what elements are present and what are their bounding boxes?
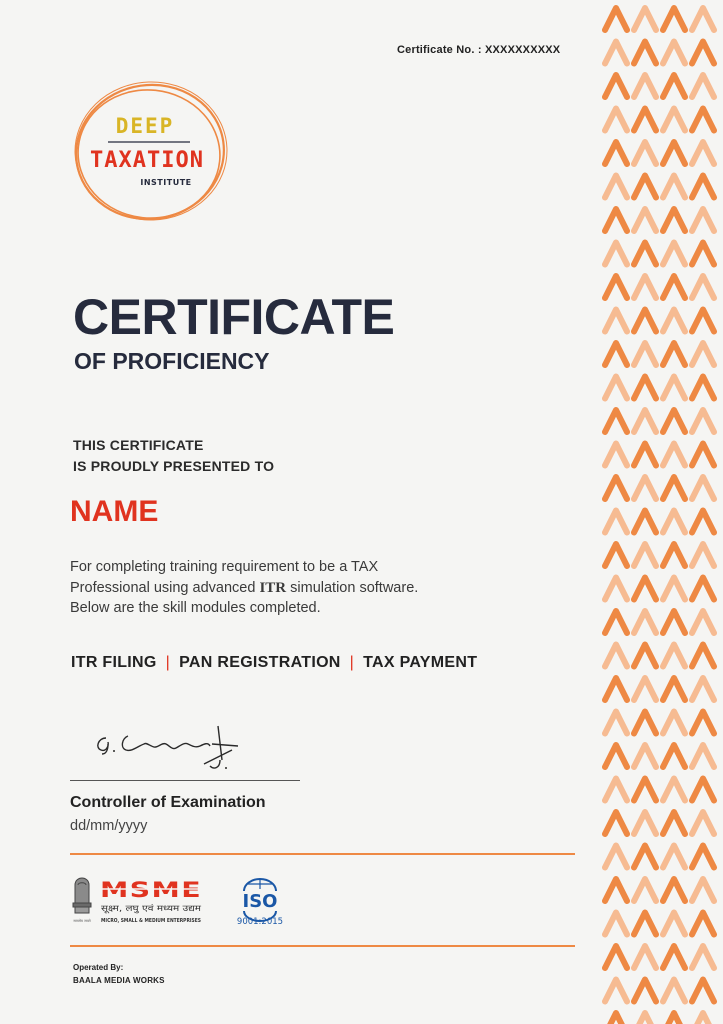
chevron-shape — [605, 779, 627, 801]
chevron-shape — [634, 913, 656, 935]
chevron-shape — [663, 645, 685, 667]
chevron-shape — [663, 913, 685, 935]
chevron-shape — [663, 310, 685, 332]
chevron-shape — [634, 477, 656, 499]
chevron-shape — [634, 678, 656, 700]
chevron-shape — [605, 243, 627, 265]
chevron-shape — [663, 209, 685, 231]
chevron-shape — [634, 980, 656, 1002]
chevron-shape — [605, 1013, 627, 1024]
chevron-shape — [663, 779, 685, 801]
chevron-shape — [634, 879, 656, 901]
chevron-shape — [634, 779, 656, 801]
chevron-shape — [634, 511, 656, 533]
chevron-shape — [692, 243, 714, 265]
chevron-shape — [634, 75, 656, 97]
chevron-shape — [692, 645, 714, 667]
chevron-shape — [634, 243, 656, 265]
chevron-shape — [692, 343, 714, 365]
chevron-shape — [605, 75, 627, 97]
chevron-shape — [692, 410, 714, 432]
certificate-number — [397, 44, 560, 56]
chevron-shape — [663, 1013, 685, 1024]
skill-modules — [71, 654, 477, 672]
chevron-shape — [634, 946, 656, 968]
chevron-shape — [663, 343, 685, 365]
chevron-shape — [634, 410, 656, 432]
chevron-shape — [692, 611, 714, 633]
chevron-shape — [634, 611, 656, 633]
chevron-shape — [634, 812, 656, 834]
chevron-shape — [605, 276, 627, 298]
module-separator: | — [349, 654, 355, 671]
chevron-shape — [605, 980, 627, 1002]
chevron-shape — [634, 377, 656, 399]
chevron-shape — [663, 377, 685, 399]
chevron-shape — [663, 142, 685, 164]
chevron-shape — [634, 712, 656, 734]
chevron-shape — [663, 243, 685, 265]
chevron-shape — [605, 913, 627, 935]
chevron-shape — [692, 812, 714, 834]
certificate-number-label: Certificate No. : — [397, 44, 482, 56]
chevron-shape — [605, 712, 627, 734]
chevron-shape — [605, 511, 627, 533]
signature-date: dd/mm/yyyy — [70, 818, 148, 834]
chevron-shape — [692, 209, 714, 231]
iso-badge — [232, 875, 288, 927]
chevron-shape — [605, 544, 627, 566]
chevron-shape — [634, 109, 656, 131]
chevron-shape — [692, 712, 714, 734]
chevron-shape — [692, 8, 714, 30]
chevron-shape — [663, 511, 685, 533]
signature-image — [92, 720, 252, 775]
chevron-shape — [605, 377, 627, 399]
chevron-shape — [634, 176, 656, 198]
chevron-shape — [692, 511, 714, 533]
chevron-shape — [605, 477, 627, 499]
chevron-shape — [663, 812, 685, 834]
iso-standard: 9001:2015 — [236, 917, 284, 927]
certificate-subtitle: OF PROFICIENCY — [74, 348, 270, 374]
chevron-shape — [663, 444, 685, 466]
chevron-shape — [663, 578, 685, 600]
chevron-shape — [692, 980, 714, 1002]
chevron-shape — [692, 444, 714, 466]
chevron-shape — [605, 444, 627, 466]
description-line-3: Below are the skill modules completed. — [70, 600, 321, 616]
chevron-shape — [663, 8, 685, 30]
chevron-shape — [663, 879, 685, 901]
chevron-shape — [692, 745, 714, 767]
chevron-shape — [634, 343, 656, 365]
certificate-number-value: XXXXXXXXXX — [484, 44, 561, 56]
chevron-shape — [692, 946, 714, 968]
chevron-shape — [605, 310, 627, 332]
msme-english: MICRO, SMALL & MEDIUM ENTERPRISES — [101, 918, 202, 924]
chevron-shape — [692, 142, 714, 164]
institute-logo — [70, 78, 230, 228]
logo-deep: DEEP — [115, 114, 175, 138]
divider-bottom — [70, 945, 575, 947]
emblem-caption: सत्यमेव जयते — [73, 919, 91, 923]
module-itr-filing: ITR FILING — [71, 654, 157, 671]
signatory-title: Controller of Examination — [70, 794, 266, 811]
chevron-shape — [663, 946, 685, 968]
chevron-shape — [663, 745, 685, 767]
chevron-shape — [692, 377, 714, 399]
chevron-shape — [663, 678, 685, 700]
chevron-shape — [605, 812, 627, 834]
chevron-shape — [605, 42, 627, 64]
signature-line — [70, 780, 300, 781]
chevron-shape — [692, 75, 714, 97]
chevron-shape — [634, 276, 656, 298]
chevron-shape — [692, 913, 714, 935]
chevron-shape — [692, 779, 714, 801]
iso-wordmark: ISO — [242, 891, 278, 912]
chevron-shape — [605, 142, 627, 164]
chevron-shape — [663, 611, 685, 633]
chevron-shape — [634, 310, 656, 332]
chevron-shape — [634, 209, 656, 231]
chevron-shape — [663, 75, 685, 97]
presented-line-2: IS PROUDLY PRESENTED TO — [73, 458, 275, 474]
chevron-shape — [663, 477, 685, 499]
chevron-shape — [663, 176, 685, 198]
recipient-name: NAME — [70, 495, 159, 528]
chevron-shape — [692, 544, 714, 566]
chevron-shape — [605, 645, 627, 667]
chevron-shape — [605, 209, 627, 231]
chevron-shape — [692, 846, 714, 868]
chevron-shape — [605, 846, 627, 868]
description-line-1: For completing training requirement to be a TAX — [70, 559, 379, 575]
chevron-shape — [692, 678, 714, 700]
chevron-shape — [692, 310, 714, 332]
chevron-shape — [605, 176, 627, 198]
chevron-shape — [692, 879, 714, 901]
chevron-shape — [605, 578, 627, 600]
chevron-shape — [605, 611, 627, 633]
chevron-shape — [634, 444, 656, 466]
chevron-shape — [692, 1013, 714, 1024]
chevron-shape — [663, 109, 685, 131]
chevron-shape — [634, 578, 656, 600]
module-tax-payment: TAX PAYMENT — [363, 654, 478, 671]
operated-by-value: BAALA MEDIA WORKS — [73, 976, 165, 985]
chevron-shape — [634, 142, 656, 164]
logo-institute: INSTITUTE — [140, 178, 192, 187]
chevron-shape — [634, 544, 656, 566]
chevron-shape — [663, 846, 685, 868]
msme-wordmark: MSME — [100, 878, 202, 902]
chevron-shape — [692, 276, 714, 298]
chevron-shape — [692, 578, 714, 600]
chevron-shape — [663, 410, 685, 432]
chevron-shape — [605, 946, 627, 968]
chevron-shape — [605, 879, 627, 901]
msme-logo — [70, 875, 205, 927]
chevron-shape — [663, 42, 685, 64]
chevron-shape — [605, 109, 627, 131]
presented-to — [73, 435, 274, 477]
chevron-shape — [634, 42, 656, 64]
msme-hindi: सूक्ष्म, लघु एवं मध्यम उद्यम — [101, 904, 183, 914]
chevron-shape — [605, 8, 627, 30]
chevron-shape — [634, 8, 656, 30]
chevron-shape — [692, 477, 714, 499]
chevron-shape — [692, 176, 714, 198]
logo-taxation: TAXATION — [90, 148, 204, 173]
presented-line-1: THIS CERTIFICATE — [73, 437, 204, 453]
chevron-shape — [663, 544, 685, 566]
chevron-shape — [634, 745, 656, 767]
chevron-shape — [692, 42, 714, 64]
chevron-shape — [663, 712, 685, 734]
chevron-shape — [605, 745, 627, 767]
module-separator: | — [165, 654, 171, 671]
chevron-shape — [634, 846, 656, 868]
chevron-shape — [663, 980, 685, 1002]
chevron-shape — [692, 109, 714, 131]
chevron-pattern — [602, 0, 723, 1024]
chevron-shape — [634, 1013, 656, 1024]
description-line-2: Professional using advanced ITR simulation software. — [70, 579, 419, 596]
module-pan-registration: PAN REGISTRATION — [179, 654, 341, 671]
description — [70, 557, 540, 619]
chevron-shape — [605, 343, 627, 365]
certificate-title: CERTIFICATE — [73, 289, 395, 345]
chevron-shape — [605, 678, 627, 700]
chevron-shape — [634, 645, 656, 667]
divider-top — [70, 853, 575, 855]
itr-bold: ITR — [259, 579, 287, 596]
chevron-shape — [663, 276, 685, 298]
operated-by-label: Operated By: — [73, 963, 124, 972]
chevron-shape — [605, 410, 627, 432]
emblem-icon — [73, 878, 91, 913]
